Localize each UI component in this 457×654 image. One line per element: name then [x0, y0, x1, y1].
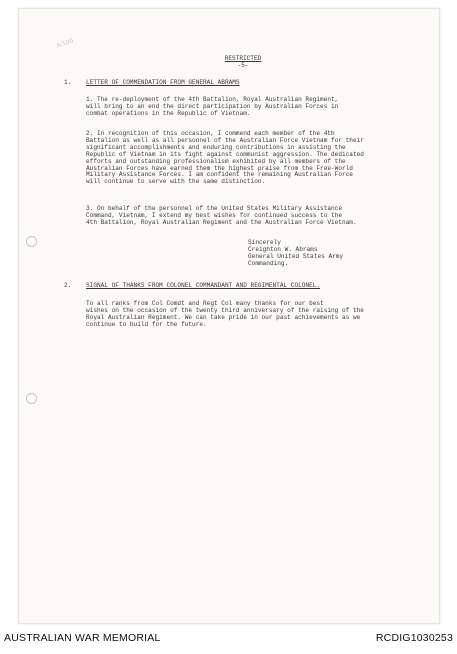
signature-line: General United States Army [248, 252, 344, 260]
section1-heading: LETTER OF COMMENDATION FROM GENERAL ABRAMS [86, 79, 240, 86]
section1-paragraph2 [86, 131, 364, 186]
text-line: Australian Forces have earned them the highest praise from the Free-World [86, 164, 353, 172]
text-line: 3. On behalf of the personnel of the United States Military Assistance [86, 205, 342, 212]
section2-number: 2. [64, 282, 72, 289]
text-line: Military Assistance Forces. I am confident the remaining Australian Force [86, 171, 353, 179]
section1-number: 1. [64, 79, 72, 86]
text-line: Command, Vietnam, I extend my best wishes for continued success to the [86, 211, 342, 219]
text-line: wishes on the occasion of the twenty third anniversary of the raising of the [86, 306, 364, 314]
text-line: will continue to serve with the same distinction. [86, 178, 266, 186]
signature-block [248, 240, 343, 268]
text-line: To all ranks from Col Comdt and Regt Col many thanks for our best [86, 300, 324, 307]
section2-heading: SIGNAL OF THANKS FROM COLONEL COMMANDANT AND REGIMENTAL COLONEL. [86, 282, 321, 289]
signature-line: Commanding. [248, 259, 289, 267]
text-line: 1. The re-deployment of the 4th Battalion, Royal Australian Regiment, [86, 96, 339, 103]
section1-paragraph3 [86, 206, 357, 227]
signature-line: Creighton W. Abrams [248, 245, 318, 253]
footer-record-id: RCDIG1030253 [375, 632, 453, 644]
text-line: Royal Australian Regiment. We can take pride in our past achievements as we [86, 313, 361, 321]
text-line: efforts and outstanding professionalism exhibited by all members of the [86, 157, 346, 165]
text-line: significant accomplishments and enduring contributions in assisting the [86, 143, 346, 151]
punch-hole-top [26, 236, 37, 247]
punch-hole-bottom [26, 393, 37, 404]
text-line: combat operations in the Republic of Vietnam. [86, 109, 251, 117]
text-line: continue to build for the future. [86, 320, 207, 328]
footer-institution: AUSTRALIAN WAR MEMORIAL [4, 632, 161, 644]
text-line: 2. In recognition of this occasion, I commend each member of the 4th [86, 130, 335, 137]
page-number: -5- [237, 62, 249, 69]
text-line: will bring to an end the direct participation by Australian Forces in [86, 102, 339, 110]
signature-line: Sincerely [248, 239, 281, 246]
text-line: Battalion as well as all personnel of the Australian Force Vietnam for their [86, 136, 364, 144]
classification-marking: RESTRICTED [224, 55, 262, 62]
pencil-annotation: A/100 [55, 37, 75, 50]
section1-paragraph1 [86, 97, 338, 118]
section2-paragraph [86, 301, 364, 329]
text-line: 4th Battalion, Royal Australian Regiment and the Australian Force Vietnam. [86, 218, 357, 226]
text-line: Republic of Vietnam in its fight against communist aggression. The dedicated [86, 150, 364, 158]
